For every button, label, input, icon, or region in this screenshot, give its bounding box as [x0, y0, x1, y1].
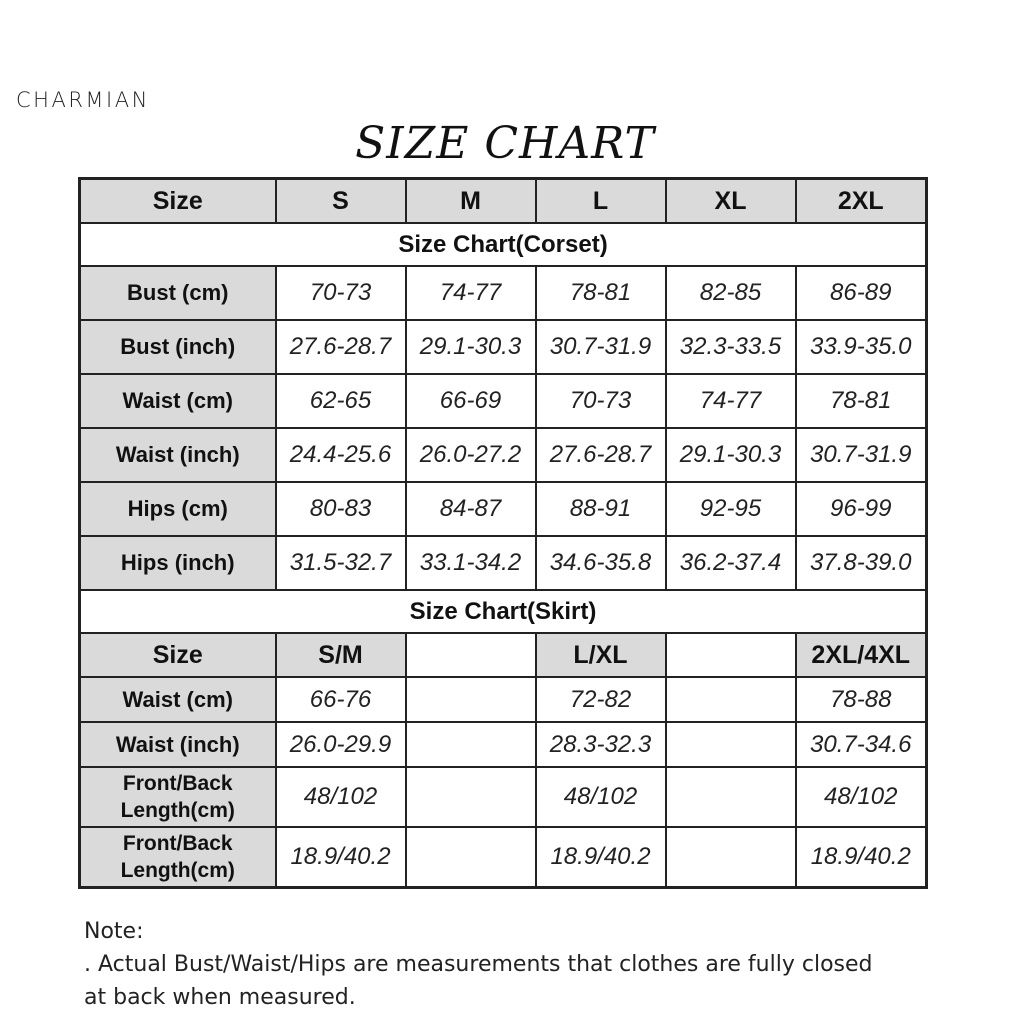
empty-cell — [406, 633, 536, 677]
empty-cell — [406, 677, 536, 722]
row-label: Waist (cm) — [80, 677, 276, 722]
table-cell: 33.1-34.2 — [406, 536, 536, 590]
table-cell: 80-83 — [276, 482, 406, 536]
note-line: . Actual Bust/Waist/Hips are measurements that clothes are fully closed — [84, 952, 873, 977]
page-title: SIZE CHART — [355, 118, 655, 169]
row-label-line: Front/Back — [122, 772, 233, 795]
empty-cell — [666, 767, 796, 827]
table-cell: 48/102 — [276, 767, 406, 827]
row-label-line: Length(cm) — [120, 859, 235, 882]
table-cell: 27.6-28.7 — [536, 428, 666, 482]
corset-header-row — [80, 179, 927, 224]
table-row — [80, 677, 927, 722]
empty-cell — [666, 677, 796, 722]
table-cell: 24.4-25.6 — [276, 428, 406, 482]
table-cell: 74-77 — [666, 374, 796, 428]
table-cell: 62-65 — [276, 374, 406, 428]
table-cell: 33.9-35.0 — [796, 320, 927, 374]
header-cell: L/XL — [536, 633, 666, 677]
table-cell: 82-85 — [666, 266, 796, 320]
header-cell: 2XL/4XL — [796, 633, 927, 677]
table-cell: 30.7-31.9 — [536, 320, 666, 374]
header-cell: XL — [666, 179, 796, 224]
table-cell: 72-82 — [536, 677, 666, 722]
row-label: Bust (inch) — [80, 320, 276, 374]
table-cell: 34.6-35.8 — [536, 536, 666, 590]
table-cell: 48/102 — [796, 767, 927, 827]
table-row — [80, 266, 927, 320]
table-cell: 26.0-29.9 — [276, 722, 406, 767]
header-cell: S/M — [276, 633, 406, 677]
table-cell: 84-87 — [406, 482, 536, 536]
table-cell: 18.9/40.2 — [536, 827, 666, 888]
table-cell: 30.7-31.9 — [796, 428, 927, 482]
empty-cell — [666, 633, 796, 677]
header-cell: L — [536, 179, 666, 224]
skirt-section-title: Size Chart(Skirt) — [80, 590, 927, 633]
table-cell: 88-91 — [536, 482, 666, 536]
table-cell: 66-76 — [276, 677, 406, 722]
corset-section-title: Size Chart(Corset) — [80, 223, 927, 266]
note-heading: Note: — [84, 919, 144, 944]
table-cell: 31.5-32.7 — [276, 536, 406, 590]
table-cell: 96-99 — [796, 482, 927, 536]
note-block — [84, 915, 964, 1014]
header-cell: Size — [80, 633, 276, 677]
header-cell: M — [406, 179, 536, 224]
header-cell: S — [276, 179, 406, 224]
table-cell: 70-73 — [536, 374, 666, 428]
table-row — [80, 428, 927, 482]
empty-cell — [666, 722, 796, 767]
table-cell: 48/102 — [536, 767, 666, 827]
empty-cell — [406, 767, 536, 827]
empty-cell — [666, 827, 796, 888]
table-cell: 29.1-30.3 — [666, 428, 796, 482]
row-label — [80, 767, 276, 827]
row-label: Waist (inch) — [80, 722, 276, 767]
table-cell: 18.9/40.2 — [796, 827, 927, 888]
table-row — [80, 536, 927, 590]
table-cell: 92-95 — [666, 482, 796, 536]
row-label: Waist (inch) — [80, 428, 276, 482]
table-cell: 28.3-32.3 — [536, 722, 666, 767]
table-row — [80, 482, 927, 536]
corset-section-row — [80, 223, 927, 266]
row-label: Hips (cm) — [80, 482, 276, 536]
row-label: Hips (inch) — [80, 536, 276, 590]
table-cell: 78-81 — [796, 374, 927, 428]
table-cell: 78-81 — [536, 266, 666, 320]
table-cell: 30.7-34.6 — [796, 722, 927, 767]
row-label: Waist (cm) — [80, 374, 276, 428]
table-row — [80, 827, 927, 888]
note-line: at back when measured. — [84, 985, 356, 1010]
size-chart-table — [78, 177, 928, 889]
table-row — [80, 320, 927, 374]
table-cell: 86-89 — [796, 266, 927, 320]
table-cell: 29.1-30.3 — [406, 320, 536, 374]
empty-cell — [406, 827, 536, 888]
table-cell: 26.0-27.2 — [406, 428, 536, 482]
skirt-header-row — [80, 633, 927, 677]
row-label — [80, 827, 276, 888]
table-cell: 36.2-37.4 — [666, 536, 796, 590]
table-cell: 32.3-33.5 — [666, 320, 796, 374]
header-cell: Size — [80, 179, 276, 224]
skirt-section-row — [80, 590, 927, 633]
brand-logo-text: CHARMIAN — [16, 88, 150, 112]
table-row — [80, 374, 927, 428]
table-cell: 37.8-39.0 — [796, 536, 927, 590]
table-row — [80, 722, 927, 767]
table-cell: 18.9/40.2 — [276, 827, 406, 888]
table-cell: 74-77 — [406, 266, 536, 320]
table-cell: 66-69 — [406, 374, 536, 428]
table-cell: 70-73 — [276, 266, 406, 320]
row-label-line: Front/Back — [122, 832, 233, 855]
row-label-line: Length(cm) — [120, 799, 235, 822]
table-row — [80, 767, 927, 827]
row-label: Bust (cm) — [80, 266, 276, 320]
table-cell: 78-88 — [796, 677, 927, 722]
empty-cell — [406, 722, 536, 767]
header-cell: 2XL — [796, 179, 927, 224]
table-cell: 27.6-28.7 — [276, 320, 406, 374]
